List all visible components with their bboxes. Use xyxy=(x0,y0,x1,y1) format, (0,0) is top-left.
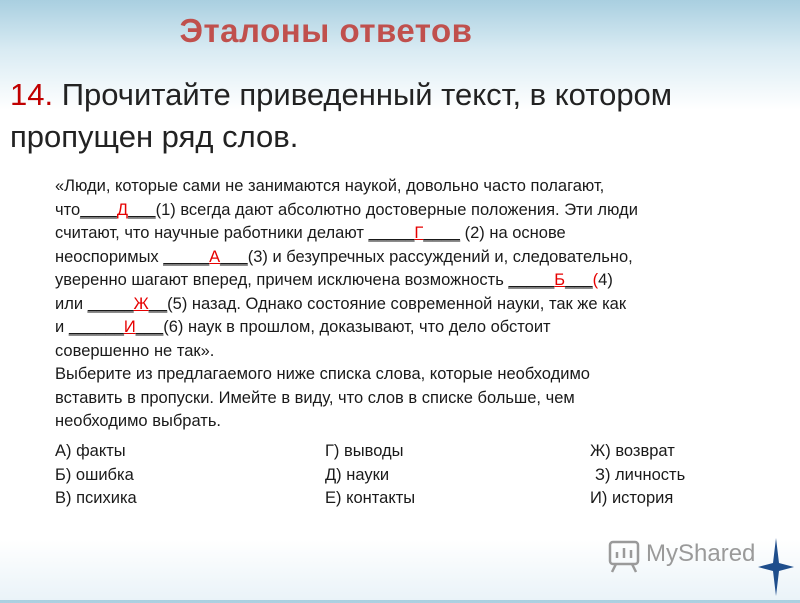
text-line xyxy=(55,246,775,270)
blank-line: _____ xyxy=(508,271,555,289)
text-segment: или xyxy=(55,294,88,313)
options-list xyxy=(55,440,775,511)
answer-letter: Д xyxy=(116,200,129,219)
blank-line: ___ xyxy=(128,200,156,219)
blank-line: ______ xyxy=(68,318,124,336)
text-segment: Выберите из предлагаемого ниже списка слова, которые необходимо xyxy=(55,365,590,383)
blank-line: ___ xyxy=(565,271,593,289)
text-segment: (5) назад. Однако состояние современной науки, так же как xyxy=(167,294,627,313)
text-segment: (6) наук в прошлом, доказывают, что дело обстоит xyxy=(163,318,551,336)
text-line xyxy=(55,175,775,199)
answer-letter: Ж xyxy=(133,294,149,313)
task-heading-line2: пропущен ряд слов. xyxy=(10,119,299,154)
task-number: 14. xyxy=(10,77,54,112)
option-item: В) психика xyxy=(55,489,137,507)
star-icon xyxy=(756,536,796,598)
answer-letter: Г xyxy=(414,224,424,242)
text-line xyxy=(55,340,775,364)
text-line xyxy=(55,410,775,434)
answer-letter: А xyxy=(209,247,221,266)
blank-line: ____ xyxy=(423,224,461,242)
text-segment: уверенно шагают вперед, причем исключена возможность xyxy=(55,271,509,289)
text-segment: «Люди, которые сами не занимаются наукой, довольно часто полагают, xyxy=(55,177,605,195)
text-segment: (3) и безупречных рассуждений и, следовательно, xyxy=(247,247,633,266)
text-segment: считают, что научные работники делают xyxy=(55,224,369,242)
task-text xyxy=(55,175,775,434)
text-segment: что xyxy=(55,200,81,219)
text-segment: необходимо выбрать. xyxy=(55,412,221,430)
answer-letter: ( xyxy=(592,271,599,289)
text-segment: неоспоримых xyxy=(55,247,164,266)
text-segment: и xyxy=(55,318,69,336)
blank-line: ___ xyxy=(220,247,248,266)
blank-line: __ xyxy=(148,294,168,313)
option-item: Е) контакты xyxy=(325,489,416,507)
text-line xyxy=(55,363,775,387)
blank-line: _____ xyxy=(368,224,415,242)
text-segment: (2) на основе xyxy=(460,224,566,242)
options-row xyxy=(55,440,775,464)
task-heading-line1: Прочитайте приведенный текст, в котором xyxy=(53,77,673,112)
blank-line: ____ xyxy=(80,200,117,219)
text-line xyxy=(55,269,775,293)
answer-letter: И xyxy=(123,318,136,336)
option-item: Д) науки xyxy=(325,465,390,484)
logo-text: MyShared xyxy=(646,540,756,567)
task-heading xyxy=(10,74,790,158)
option-item: З) личность xyxy=(595,465,686,484)
blank-line: ___ xyxy=(135,318,164,336)
text-segment: 4) xyxy=(598,271,613,289)
text-line xyxy=(55,199,775,223)
slide-title: Эталоны ответов xyxy=(179,12,473,49)
option-item: Ж) возврат xyxy=(590,442,675,460)
option-item: А) факты xyxy=(55,442,126,460)
answer-letter: Б xyxy=(554,271,566,289)
options-row xyxy=(55,464,775,488)
option-item: Б) ошибка xyxy=(55,465,134,484)
myshared-logo xyxy=(606,536,796,598)
text-line xyxy=(55,316,775,340)
text-segment: совершенно не так». xyxy=(55,341,215,360)
text-line xyxy=(55,222,775,246)
blank-line: _____ xyxy=(163,247,210,266)
options-row xyxy=(55,487,775,511)
text-line xyxy=(55,293,775,317)
blank-line: _____ xyxy=(87,294,134,313)
option-item: Г) выводы xyxy=(325,442,404,460)
text-line xyxy=(55,387,775,411)
text-segment: вставить в пропуски. Имейте в виду, что слов в списке больше, чем xyxy=(55,388,575,407)
option-item: И) история xyxy=(590,489,674,507)
text-segment: (1) всегда дают абсолютно достоверные положения. Эти люди xyxy=(155,200,638,219)
